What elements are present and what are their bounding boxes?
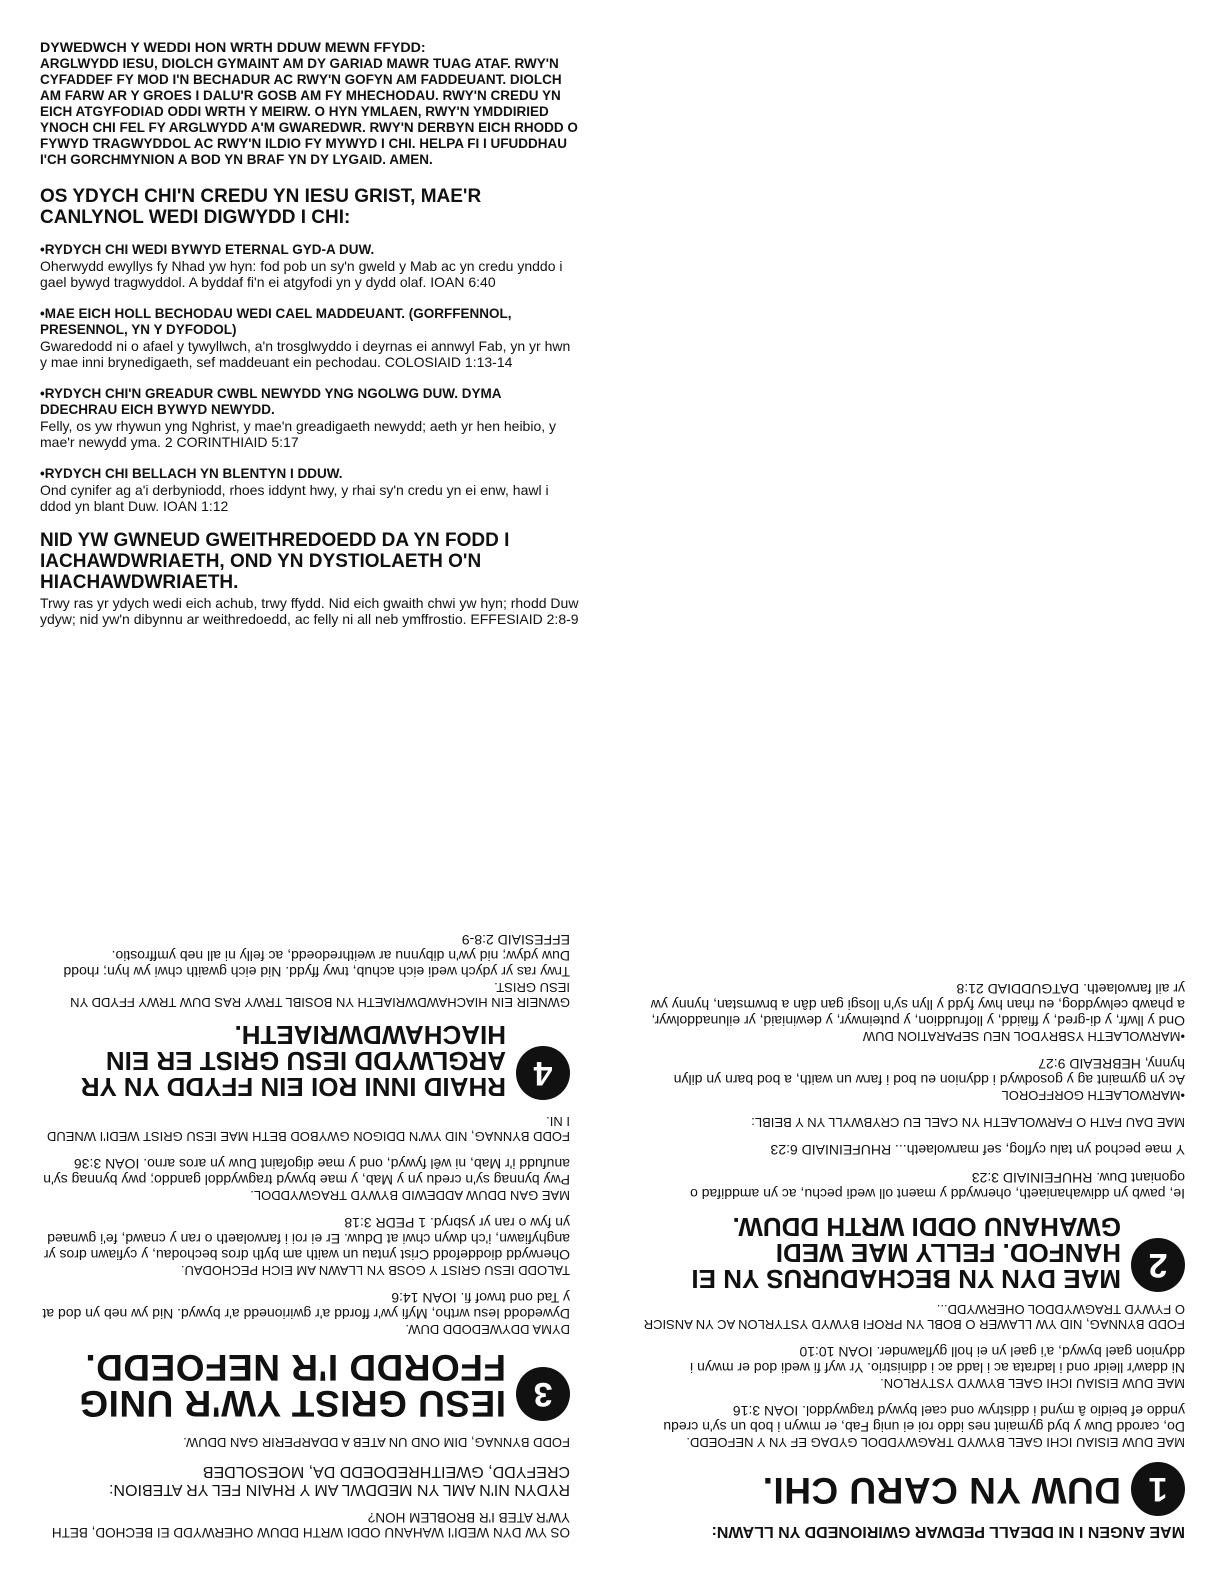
answers-intro: RYDYN NI'N AML YN MEDDWL AM Y RHAIN FEL YR ATEBION: CREFYDD, GWEITHREDOEDD DA, MOESOLDEB: [109, 1463, 570, 1498]
point-1-caps: MAE DUW EISIAU ICHI GAEL BYWYD TRAGWYDDOL GYDAG EF YN Y NEFOEDD.: [686, 1435, 1185, 1450]
point-3-caps-4: FODD BYNNAG, NID YW'N DDIGON GWYBOD BETH MAE IESU GRIST WEDI'I WNEUD I NI.: [46, 1114, 570, 1144]
bullet-block-4: [40, 466, 580, 514]
problem-intro: OS YW DYN WEDI'I WAHANU ODDI WRTH DDUW OHERWYDD EI BECHOD, BETH YW'R ATEB I'R BROBLEM HON?: [51, 1510, 570, 1540]
left-rotated-panel: [40, 826, 570, 1540]
bullet-verse: Felly, os yw rhywun yng Nghrist, y mae'n greadigaeth newydd; aeth yr hen heibio, y mae'r newydd yma. 2 CORINTHIAID 5:17: [40, 418, 557, 450]
prayer-title: DYWEDWCH Y WEDDI HON WRTH DDUW MEWN FFYDD:: [40, 40, 426, 56]
bullet-block-1: [40, 242, 580, 290]
believe-heading: OS YDYCH CHI'N CREDU YN IESU GRIST, MAE'R CANLYNOL WEDI DIGWYDD I CHI:: [40, 186, 482, 228]
bullet-head: • RYDYCH CHI BELLACH YN BLENTYN I DDUW.: [40, 466, 580, 482]
number-circle-2: 2: [1131, 1238, 1185, 1292]
point-2-bullet-2-text: Ond y llwfr, y di-gred, y ffiaidd, y llofruddion, y puteinwyr, y dewiniaid, yr eilunaddolwyr, a phawb celwyddog, eu rhan hwy fydd y llyn sy'n llosgi gan dân a brwmstan, hynny yw yr ail farwolaeth. DATGUDDIAD 21:8: [650, 981, 1185, 1029]
point-3-heading: [40, 1347, 570, 1424]
point-4-heading: [40, 1022, 570, 1100]
bullet-block-3: [40, 386, 580, 450]
right-rotated-panel: [640, 840, 1185, 1540]
point-3-caps-2: TALODD IESU GRIST Y GOSB YN LLAWN AM EICH PECHODAU.: [180, 1263, 570, 1278]
bullet-verse: Gwaredodd ni o afael y tywyllwch, a'n trosglwyddo i deyrnas ei annwyl Fab, yn yr hwn y mae inni brynedigaeth, sef maddeuant ein pechodau. COLOSIAID 1:13-14: [40, 338, 571, 370]
point-2-caps: MAE DAU FATH O FARWOLAETH YN CAEL EU CRYBWYLL YN Y BEIBL:: [751, 1115, 1185, 1130]
bullet-verse: Ond cynifer ag a'i derbyniodd, rhoes iddynt hwy, y rhai sy'n credu yn ei enw, hawl i ddod yn blant Duw. IOAN 1:12: [40, 482, 549, 514]
upright-panel: [40, 40, 580, 740]
point-1-verse-2: Ni ddaw'r lleidr ond i ladrata ac i ladd ac i ddinistrio. Yr wyf fi wedi dod er mwyn i ddynion gael bywyd, a'i gael yn ei holl gyflawnder. IOAN 10:10: [690, 1344, 1185, 1376]
bullet-head: • RYDYCH CHI WEDI BYWYD ETERNAL GYD-A DUW.: [40, 242, 580, 258]
point-1-caps-3: FODD BYNNAG, NID YW LLAWER O BOBL YN PROFI BYWYD YSTYRLON AC YN ANSICR O FYWYD TRAGWYDDOL OHERWYDD...: [643, 1302, 1185, 1332]
bullet-block-2: [40, 306, 580, 370]
point-3-title: IESU GRIST YW'R UNIG FFORDD I'R NEFOEDD.: [78, 1347, 506, 1424]
point-1-verse: Do, carodd Duw y byd gymaint nes iddo roi ei unig Fab, er mwyn i bob un sy'n credu ynddo ef beidio â mynd i ddistryw ond cael bywyd tragwyddol. IOAN 3:16: [663, 1403, 1185, 1435]
bullet-head: • MAE EICH HOLL BECHODAU WEDI CAEL MADDEUANT. (GORFFENNOL, PRESENNOL, YN Y DYFODOL): [40, 306, 580, 338]
point-3-caps-3: MAE GAN DDUW ADDEWID BYWYD TRAGWYDDOL.: [250, 1188, 570, 1203]
point-1-title: DUW YN CARU CHI.: [762, 1470, 1121, 1511]
point-2-bullet-2-head: • MARWOLAETH YSBRYDOL NEU SEPARATION DUW: [640, 1029, 1185, 1044]
point-2-verse: Ie, pawb yn ddiwahaniaeth, oherwydd y maent oll wedi pechu, ac yn amddifad o ogoniant Duw. RHUFEINIAID 3:23: [690, 1170, 1185, 1202]
one-answer: FODD BYNNAG, DIM OND UN ATEB A DDARPERIR GAN DDUW.: [183, 1435, 570, 1450]
point-2-bullet-1-text: Ac yn gymaint ag y gosodwyd i ddynion eu bod i farw un waith, a bod barn yn dilyn hynny, HEBREAID 9:27: [673, 1056, 1185, 1088]
four-truths-intro: MAE ANGEN I NI DDEALL PEDWAR GWIRIONEDD YN LLAWN:: [711, 1523, 1185, 1540]
point-3-verse-3: Pwy bynnag sy'n credu yn y Mab, y mae bywyd tragwyddol ganddo; pwy bynnag sy'n anufudd i'r Mab, ni wêl fywyd, ond y mae digofaint Duw yn aros arno. IOAN 3:36: [43, 1156, 570, 1188]
point-3-caps: DYMA DDYWEDODD DUW.: [405, 1322, 570, 1337]
point-4-caps: GWNEIR EIN HIACHAWDWRIAETH YN BOSIBL TRWY RAS DUW TRWY FFYDD YN IESU GRIST.: [70, 980, 570, 1010]
point-2-title: MAE DYN YN BECHADURUS YN EI HANFOD. FELLY MAE WEDI GWAHANU ODDI WRTH DDUW.: [691, 1212, 1121, 1294]
point-3-verse: Dywedodd Iesu wrtho, Myfi yw'r ffordd a'r gwirionedd a'r bywyd. Nid yw neb yn dod at y Tad ond trwof fi. IOAN 14:6: [42, 1290, 570, 1322]
point-1-caps-2: MAE DUW EISIAU ICHI GAEL BYWYD YSTYRLON.: [880, 1376, 1185, 1391]
point-2-heading: [640, 1214, 1185, 1292]
number-circle-3: 3: [516, 1367, 570, 1421]
point-4-verse: Trwy ras yr ydych wedi eich achub, trwy ffydd. Nid eich gwaith chwi yw hyn; rhodd Duw ydyw; nid yw'n dibynnu ar weithredoedd, ac felly ni all neb ymffrostio. EFFESIAID 2:8-9: [63, 932, 570, 980]
number-circle-4: 4: [516, 1046, 570, 1100]
works-heading: NID YW GWNEUD GWEITHREDOEDD DA YN FODD I IACHAWDWRIAETH, OND YN DYSTIOLAETH O'N HIACHAWDWRIAETH.: [40, 530, 510, 593]
point-4-title: RHAID INNI ROI EIN FFYDD YN YR ARGLWYDD IESU GRIST ER EIN HIACHAWDWRIAETH.: [80, 1020, 506, 1102]
bullet-head: • RYDYCH CHI'N GREADUR CWBL NEWYDD YNG NGOLWG DUW. DYMA DDECHRAU EICH BYWYD NEWYDD.: [40, 386, 580, 418]
point-2-verse-2: Y mae pechod yn talu cyflog, sef marwolaeth... RHUFEINIAID 6:23: [770, 1142, 1185, 1158]
number-circle-1: 1: [1131, 1462, 1185, 1516]
bullet-verse: Oherwydd ewyllys fy Nhad yw hyn: fod pob un sy'n gweld y Mab ac yn credu ynddo i gael bywyd tragwyddol. A byddaf fi'n ei atgyfodi yn y dydd olaf. IOAN 6:40: [40, 258, 563, 290]
works-verse: Trwy ras yr ydych wedi eich achub, trwy ffydd. Nid eich gwaith chwi yw hyn; rhodd Duw ydyw; nid yw'n dibynnu ar weithredoedd, ac felly ni all neb ymffrostio. EFFESIAID 2:8-9: [40, 595, 579, 627]
prayer-body: ARGLWYDD IESU, DIOLCH GYMAINT AM DY GARIAD MAWR TUAG ATAF. RWY'N CYFADDEF FY MOD I'N BECHADUR AC RWY'N GOFYN AM FADDEUANT. DIOLCH AM FARW AR Y GROES I DALU'R GOSB AM FY MHECHODAU. RWY'N CREDU YN EICH ATGYFODIAD ODDI WRTH Y MEIRW. O HYN YMLAEN, RWY'N YMDDIRIED YNOCH CHI FEL FY ARGLWYDD A'M GWAREDWR. RWY'N DERBYN EICH RHODD O FYWYD TRAGWYDDOL AC RWY'N ILDIO FY MYWYD I CHI. HELPA FI I UFUDDHAU I'CH GORCHMYNION A BOD YN BRAF YN DY LYGAID. AMEN.: [40, 56, 578, 167]
point-1-heading: [640, 1462, 1185, 1516]
point-3-verse-2: Oherwydd dioddefodd Crist yntau un waith am byth dros bechodau, y cyfiawn dros yr anghyfiawn, i'ch dwyn chwi at Dduw. Er ei roi i farwolaeth o ran y cnawd, fe'i gwnaed yn fyw o ran yr ysbryd. 1 PEDR 3:18: [43, 1215, 570, 1263]
point-2-bullet-1-head: • MARWOLAETH GORFFOROL: [640, 1088, 1185, 1103]
